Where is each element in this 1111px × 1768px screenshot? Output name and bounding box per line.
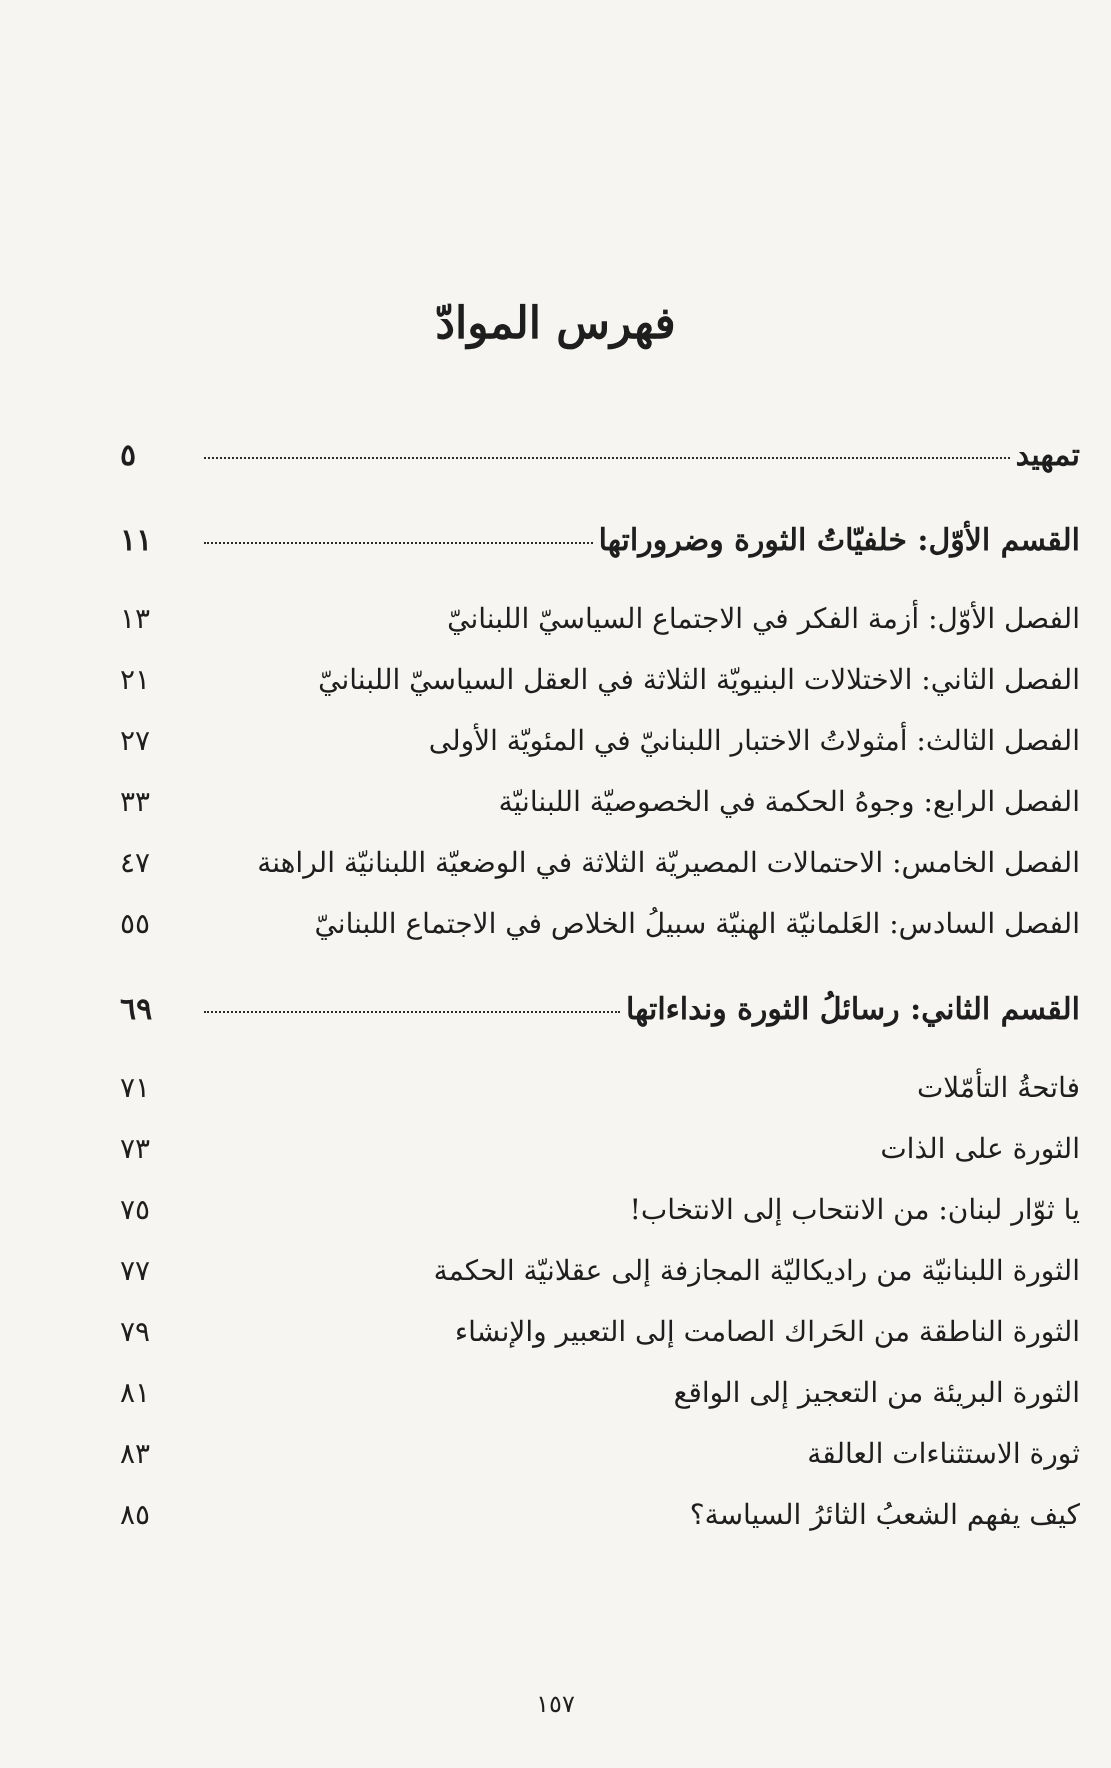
toc-entry-page: ٧٧ (120, 1254, 151, 1287)
toc-entry-page: ٨١ (120, 1376, 151, 1409)
page-title: فهرس الموادّ (435, 298, 676, 349)
toc-entry-label: فاتحةُ التأمّلات (916, 1071, 1080, 1104)
dot-leader (204, 542, 593, 544)
toc-entry-label: الفصل السادس: العَلمانيّة الهنيّة سبيلُ الخلاص في الاجتماع اللبنانيّ (314, 907, 1080, 940)
toc-entry (120, 846, 1080, 907)
toc-entry-page: ٢١ (120, 663, 151, 696)
page-number: ١٥٧ (536, 1690, 575, 1718)
toc-entry (120, 1437, 1080, 1498)
toc-entry (120, 602, 1080, 663)
toc-entry-label: الثورة البريئة من التعجيز إلى الواقع (673, 1376, 1080, 1409)
toc-entry-page: ٣٣ (120, 785, 151, 818)
toc-entry-page: ٢٧ (120, 724, 151, 757)
toc-entry-intro (120, 438, 1080, 499)
toc-entry-page: ١١ (120, 523, 153, 558)
toc-entry-label: تمهيد (1015, 438, 1080, 473)
toc-entry-page: ٧٣ (120, 1132, 151, 1165)
toc-entry-label: القسم الأوّل: خلفيّاتُ الثورة وضروراتها (598, 523, 1080, 558)
toc-entry-label: الفصل الرابع: وجوهُ الحكمة في الخصوصيّة اللبنانيّة (498, 785, 1080, 818)
toc-entry (120, 907, 1080, 968)
toc-entry (120, 1071, 1080, 1132)
toc-entry-page: ٦٩ (120, 992, 153, 1027)
toc-entry (120, 663, 1080, 724)
toc-entry (120, 1315, 1080, 1376)
toc-entry-page: ٧٩ (120, 1315, 151, 1348)
toc-section-part2 (120, 992, 1080, 1053)
toc-entry-label: الفصل الثاني: الاختلالات البنيويّة الثلاثة في العقل السياسيّ اللبنانيّ (318, 663, 1080, 696)
toc-entry-page: ٧١ (120, 1071, 151, 1104)
toc-entry-page: ٧٥ (120, 1193, 151, 1226)
toc-entry-page: ٨٣ (120, 1437, 151, 1470)
dot-leader (204, 1011, 620, 1013)
toc-entry-label: كيف يفهم الشعبُ الثائرُ السياسة؟ (689, 1498, 1080, 1531)
toc-entry-label: الفصل الأوّل: أزمة الفكر في الاجتماع السياسيّ اللبنانيّ (447, 602, 1080, 635)
toc-entry-page: ٥٥ (120, 907, 151, 940)
toc-entry-page: ١٣ (120, 602, 151, 635)
toc-entry-label: يا ثوّار لبنان: من الانتحاب إلى الانتخاب! (629, 1193, 1080, 1226)
toc-entry-label: الثورة الناطقة من الحَراك الصامت إلى التعبير والإنشاء (454, 1315, 1080, 1348)
toc-entry (120, 1254, 1080, 1315)
toc-entry-label: الثورة على الذات (880, 1132, 1080, 1165)
toc-entry-label: ثورة الاستثناءات العالقة (807, 1437, 1080, 1470)
toc-entry-page: ٨٥ (120, 1498, 151, 1531)
toc-entry-page: ٤٧ (120, 846, 151, 879)
toc-entry (120, 724, 1080, 785)
toc-entry-page: ٥ (120, 438, 137, 473)
dot-leader (204, 457, 1010, 459)
toc-entry (120, 785, 1080, 846)
toc-entry (120, 1376, 1080, 1437)
toc-entry (120, 1132, 1080, 1193)
toc-entry (120, 1498, 1080, 1559)
toc-entry-label: الفصل الثالث: أمثولاتُ الاختبار اللبنانيّ في المئويّة الأولى (428, 724, 1080, 757)
toc-entry (120, 1193, 1080, 1254)
table-of-contents (120, 438, 1080, 1559)
toc-entry-label: الثورة اللبنانيّة من راديكاليّة المجازفة إلى عقلانيّة الحكمة (433, 1254, 1080, 1287)
toc-entry-label: القسم الثاني: رسائلُ الثورة ونداءاتها (626, 992, 1080, 1027)
toc-section-part1 (120, 523, 1080, 584)
toc-entry-label: الفصل الخامس: الاحتمالات المصيريّة الثلاثة في الوضعيّة اللبنانيّة الراهنة (257, 846, 1080, 879)
